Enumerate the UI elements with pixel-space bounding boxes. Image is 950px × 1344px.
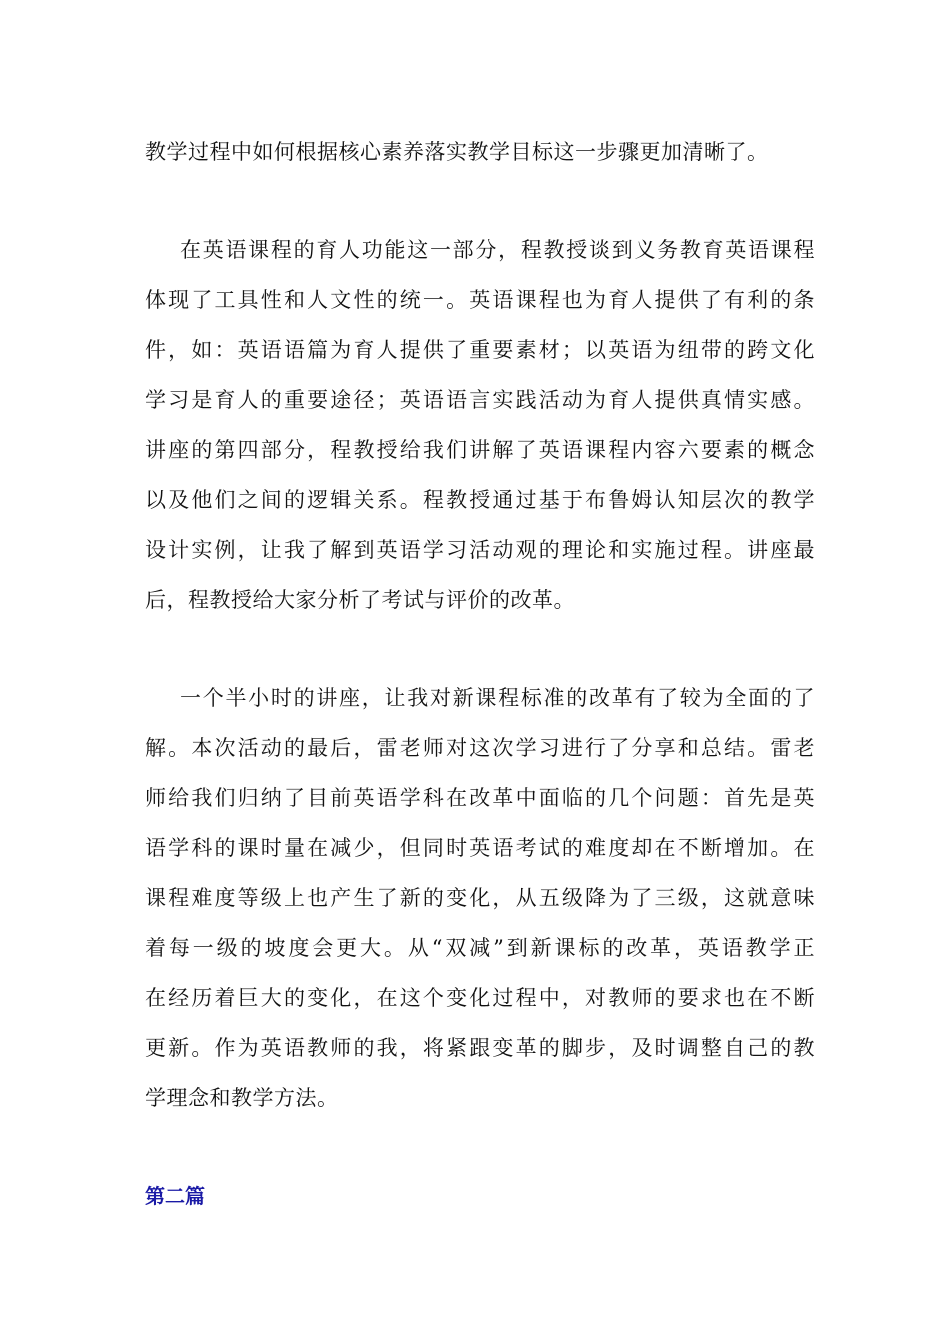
paragraph-2-line-7: 设计实例，让我了解到英语学习活动观的理论和实施过程。讲座最 [145, 538, 815, 562]
paragraph-3-line-6: 着每一级的坡度会更大。从“双减”到新课标的改革，英语教学正 [145, 936, 815, 960]
paragraph-1-line-1: 教学过程中如何根据核心素养落实教学目标这一步骤更加清晰了。 [145, 140, 769, 164]
paragraph-3-line-8: 更新。作为英语教师的我，将紧跟变革的脚步，及时调整自己的教 [145, 1036, 815, 1060]
paragraph-2-line-5: 讲座的第四部分，程教授给我们讲解了英语课程内容六要素的概念 [145, 438, 815, 462]
paragraph-2-line-1: 在英语课程的育人功能这一部分，程教授谈到义务教育英语课程 [180, 238, 815, 262]
paragraph-3-line-2: 解。本次活动的最后，雷老师对这次学习进行了分享和总结。雷老 [145, 736, 815, 760]
paragraph-3-line-5: 课程难度等级上也产生了新的变化，从五级降为了三级，这就意味 [145, 886, 815, 910]
paragraph-2-line-3: 件，如：英语语篇为育人提供了重要素材；以英语为纽带的跨文化 [145, 338, 815, 362]
paragraph-3-line-7: 在经历着巨大的变化，在这个变化过程中，对教师的要求也在不断 [145, 986, 815, 1010]
paragraph-2-line-6: 以及他们之间的逻辑关系。程教授通过基于布鲁姆认知层次的教学 [145, 488, 815, 512]
paragraph-2-line-2: 体现了工具性和人文性的统一。英语课程也为育人提供了有利的条 [145, 288, 815, 312]
paragraph-3-line-1: 一个半小时的讲座，让我对新课程标准的改革有了较为全面的了 [180, 686, 815, 710]
paragraph-2-line-4: 学习是育人的重要途径；英语语言实践活动为育人提供真情实感。 [145, 388, 815, 412]
paragraph-3-line-3: 师给我们归纳了目前英语学科在改革中面临的几个问题：首先是英 [145, 786, 815, 810]
paragraph-3-line-9: 学理念和教学方法。 [145, 1086, 339, 1110]
paragraph-3-line-4: 语学科的课时量在减少，但同时英语考试的难度却在不断增加。在 [145, 836, 815, 860]
paragraph-2-line-8: 后，程教授给大家分析了考试与评价的改革。 [145, 588, 575, 612]
section-heading: 第二篇 [145, 1184, 205, 1208]
